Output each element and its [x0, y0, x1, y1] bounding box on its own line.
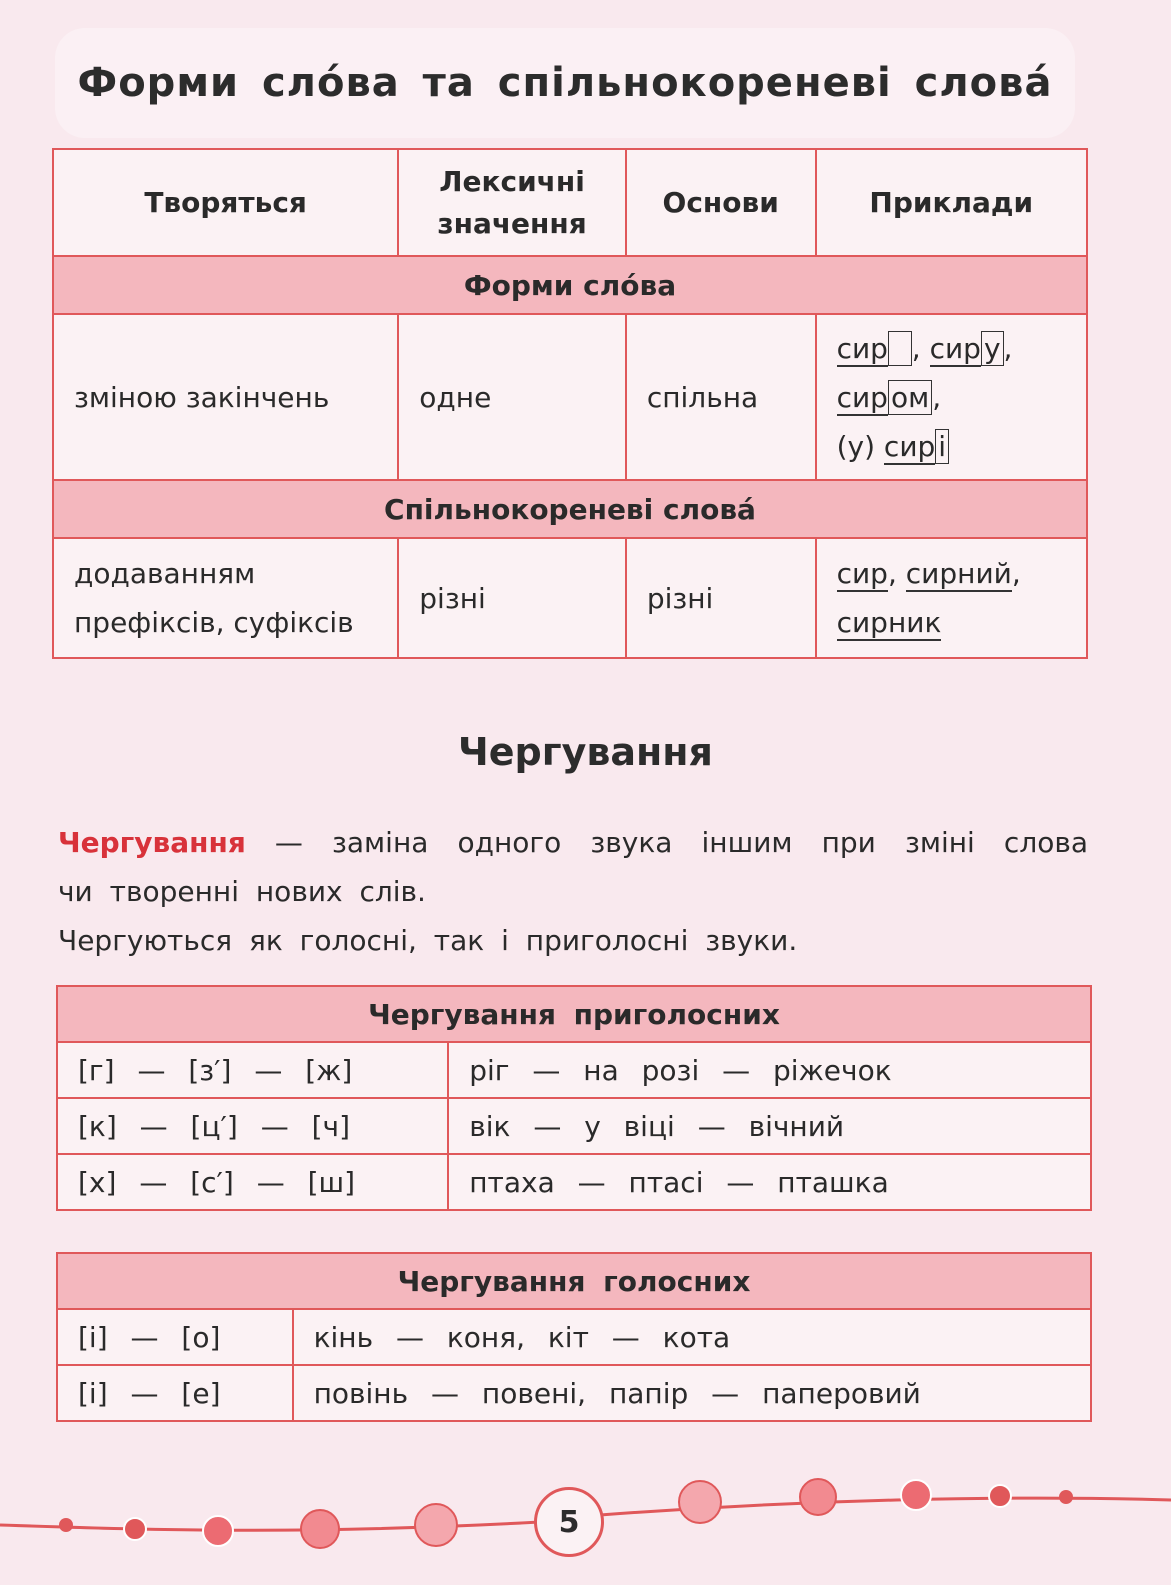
definition-note: Чергуються як голосні, так і приголосні звуки.: [58, 924, 798, 957]
sounds-cell: [х] — [с′] — [ш]: [57, 1154, 448, 1210]
section-heading: Чергування: [458, 730, 713, 774]
examples-cell: сир, сирний, сирник: [816, 538, 1087, 658]
example-cell: повінь — повені, папір — паперовий: [293, 1365, 1091, 1421]
header-meaning: Лексичні значення: [398, 149, 626, 256]
example-cell: вік — у віці — вічний: [448, 1098, 1091, 1154]
definition-text2: чи творенні нових слів.: [58, 875, 426, 908]
formed-cell: додаванням префіксів, суфіксів: [53, 538, 398, 658]
example-cell: ріг — на розі — ріжечок: [448, 1042, 1091, 1098]
header-formed: Творяться: [53, 149, 398, 256]
meaning-cell: одне: [398, 314, 626, 480]
stem-cell: спільна: [626, 314, 816, 480]
vowels-title: Чергування голосних: [57, 1253, 1091, 1309]
definition: Чергування — заміна одного звука іншим при зміні слова чи творенні нових слів. Чергуються як голосні, так і приголосні звуки.: [58, 818, 1088, 965]
sounds-cell: [г] — [з′] — [ж]: [57, 1042, 448, 1098]
consonants-table: [56, 985, 1092, 1211]
definition-term: Чергування: [58, 826, 246, 859]
page-title: Форми сло́ва та спільнокореневі слова́: [55, 28, 1075, 138]
sounds-cell: [і] — [о]: [57, 1309, 293, 1365]
page-number: 5: [534, 1487, 604, 1557]
example-cell: кінь — коня, кіт — кота: [293, 1309, 1091, 1365]
header-stem: Основи: [626, 149, 816, 256]
section-word-forms: Форми сло́ва: [53, 256, 1087, 314]
forms-table: [52, 148, 1088, 659]
formed-cell: зміною закінчень: [53, 314, 398, 480]
section-cognates: Спільнокореневі слова́: [53, 480, 1087, 538]
meaning-cell: різні: [398, 538, 626, 658]
sounds-cell: [к] — [ц′] — [ч]: [57, 1098, 448, 1154]
vowels-table: [56, 1252, 1092, 1422]
consonants-title: Чергування приголосних: [57, 986, 1091, 1042]
sounds-cell: [і] — [е]: [57, 1365, 293, 1421]
header-examples: Приклади: [816, 149, 1087, 256]
example-cell: птаха — птасі — пташка: [448, 1154, 1091, 1210]
stem-cell: різні: [626, 538, 816, 658]
examples-cell: сир , сир у , сир ом , (у) сир і: [816, 314, 1087, 480]
